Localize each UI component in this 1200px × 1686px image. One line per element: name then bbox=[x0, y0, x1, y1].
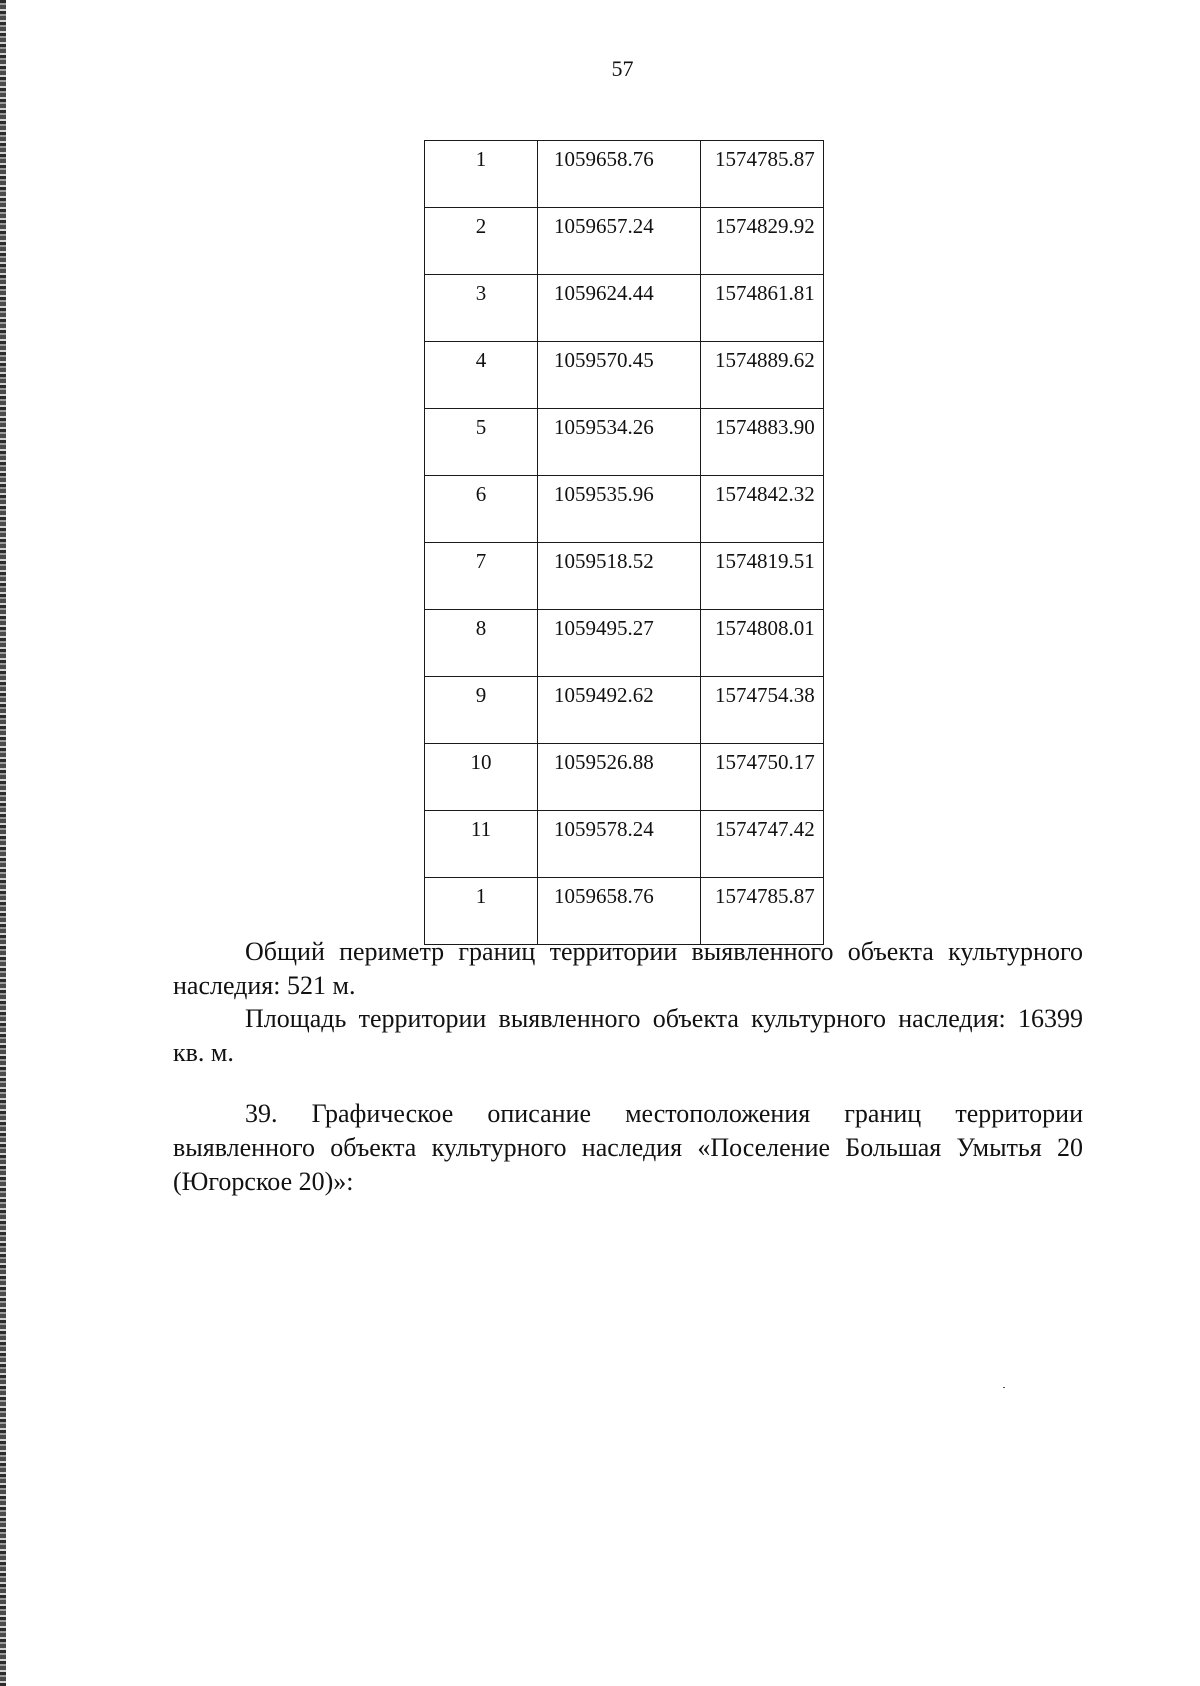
point-number-cell: 1 bbox=[425, 878, 538, 945]
point-number-cell: 5 bbox=[425, 409, 538, 476]
x-coordinate-cell: 1059570.45 bbox=[538, 342, 701, 409]
x-coordinate-cell: 1059526.88 bbox=[538, 744, 701, 811]
point-number-cell: 11 bbox=[425, 811, 538, 878]
perimeter-text: Общий периметр границ территории выявленного объекта культурного наследия: 521 м. bbox=[173, 937, 1083, 1000]
y-coordinate-cell: 1574750.17 bbox=[701, 744, 824, 811]
table-row bbox=[425, 409, 824, 476]
point-number-cell: 7 bbox=[425, 543, 538, 610]
y-coordinate-cell: 1574883.90 bbox=[701, 409, 824, 476]
x-coordinate-cell: 1059492.62 bbox=[538, 677, 701, 744]
area-text: Площадь территории выявленного объекта культурного наследия: 16399 кв. м. bbox=[173, 1004, 1083, 1067]
y-coordinate-cell: 1574829.92 bbox=[701, 208, 824, 275]
y-coordinate-cell: 1574819.51 bbox=[701, 543, 824, 610]
y-coordinate-cell: 1574785.87 bbox=[701, 878, 824, 945]
table-row bbox=[425, 610, 824, 677]
point-number-cell: 2 bbox=[425, 208, 538, 275]
point-number-cell: 10 bbox=[425, 744, 538, 811]
scan-left-edge bbox=[0, 0, 6, 1686]
x-coordinate-cell: 1059624.44 bbox=[538, 275, 701, 342]
x-coordinate-cell: 1059518.52 bbox=[538, 543, 701, 610]
y-coordinate-cell: 1574889.62 bbox=[701, 342, 824, 409]
table-row bbox=[425, 811, 824, 878]
point-number-cell: 4 bbox=[425, 342, 538, 409]
page-number: 57 bbox=[611, 56, 634, 81]
scan-speck bbox=[1003, 1387, 1005, 1388]
table-row bbox=[425, 543, 824, 610]
table-row bbox=[425, 744, 824, 811]
x-coordinate-cell: 1059578.24 bbox=[538, 811, 701, 878]
x-coordinate-cell: 1059534.26 bbox=[538, 409, 701, 476]
perimeter-paragraph bbox=[173, 935, 1083, 1003]
y-coordinate-cell: 1574754.38 bbox=[701, 677, 824, 744]
y-coordinate-cell: 1574842.32 bbox=[701, 476, 824, 543]
point-number-cell: 6 bbox=[425, 476, 538, 543]
x-coordinate-cell: 1059495.27 bbox=[538, 610, 701, 677]
x-coordinate-cell: 1059658.76 bbox=[538, 878, 701, 945]
table-row bbox=[425, 476, 824, 543]
table-row bbox=[425, 141, 824, 208]
table-row bbox=[425, 275, 824, 342]
point-number-cell: 3 bbox=[425, 275, 538, 342]
table-row bbox=[425, 208, 824, 275]
coordinates-table bbox=[424, 140, 824, 945]
y-coordinate-cell: 1574808.01 bbox=[701, 610, 824, 677]
table-row bbox=[425, 677, 824, 744]
point-number-cell: 1 bbox=[425, 141, 538, 208]
y-coordinate-cell: 1574861.81 bbox=[701, 275, 824, 342]
point-number-cell: 8 bbox=[425, 610, 538, 677]
item-39-text: 39. Графическое описание местоположения границ территории выявленного объекта культурного наследия «Поселение Большая Умытья 20 (Югорское 20)»: bbox=[173, 1099, 1083, 1196]
table-row bbox=[425, 342, 824, 409]
coordinates-table-body bbox=[425, 141, 824, 945]
y-coordinate-cell: 1574785.87 bbox=[701, 141, 824, 208]
area-paragraph bbox=[173, 1002, 1083, 1070]
x-coordinate-cell: 1059535.96 bbox=[538, 476, 701, 543]
point-number-cell: 9 bbox=[425, 677, 538, 744]
x-coordinate-cell: 1059658.76 bbox=[538, 141, 701, 208]
x-coordinate-cell: 1059657.24 bbox=[538, 208, 701, 275]
item-39-paragraph bbox=[173, 1097, 1083, 1199]
y-coordinate-cell: 1574747.42 bbox=[701, 811, 824, 878]
